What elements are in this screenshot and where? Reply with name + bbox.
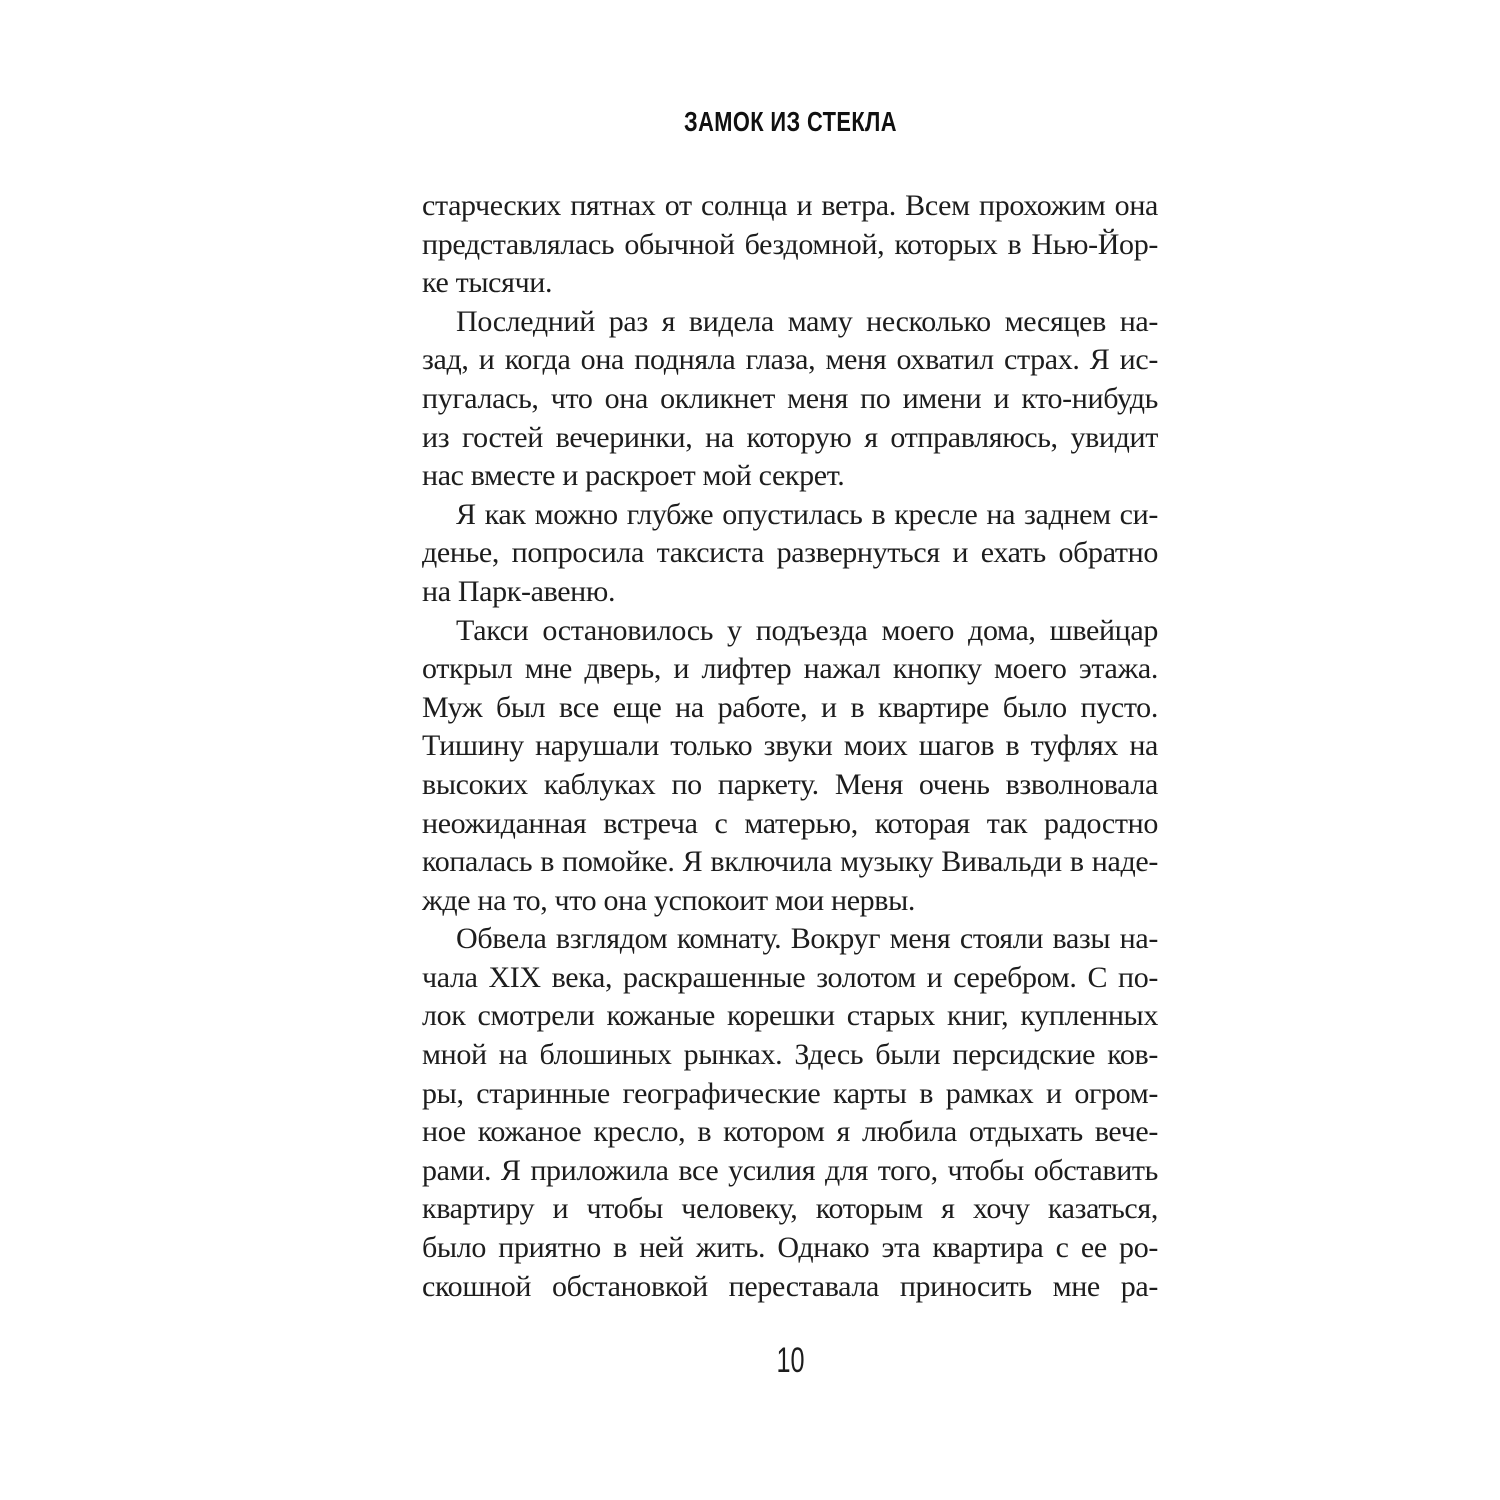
text-line: ное кожаное кресло, в котором я любила отдыхать вече- [422,1115,1158,1149]
text-line: было приятно в ней жить. Однако эта квартира с ее ро- [422,1231,1158,1265]
text-line: Такси остановилось у подъезда моего дома, швейцар [456,613,1158,647]
paragraph [422,303,1158,496]
text-line: чала XIX века, раскрашенные золотом и серебром. С по- [422,960,1158,994]
text-line: копалась в помойке. Я включила музыку Вивальди в наде- [422,845,1158,879]
text-line: лок смотрели кожаные корешки старых книг, купленных [422,999,1158,1033]
text-line: Тишину нарушали только звуки моих шагов в туфлях на [422,729,1158,763]
text-line: неожиданная встреча с матерью, которая так радостно [422,806,1158,840]
page-number-text: 10 [775,1341,805,1380]
text-line: открыл мне дверь, и лифтер нажал кнопку моего этажа. [422,652,1158,686]
running-header [422,106,1158,138]
text-line: ры, старинные географические карты в рамках и огром- [422,1076,1158,1110]
text-line: квартиру и чтобы человеку, которым я хочу казаться, [422,1192,1158,1226]
text-line: Я как можно глубже опустилась в кресле на заднем си- [456,497,1158,531]
text-line: нас вместе и раскроет мой секрет. [422,459,845,493]
paragraph [422,187,1158,303]
text-line: Обвела взглядом комнату. Вокруг меня стояли вазы на- [456,922,1158,956]
text-line: представлялась обычной бездомной, которых в Нью-Йор- [422,227,1158,261]
text-line: Последний раз я видела маму несколько месяцев на- [456,304,1158,338]
paragraph [422,920,1158,1306]
paragraph [422,496,1158,612]
text-line: высоких каблуках по паркету. Меня очень взволновала [422,767,1158,801]
text-line: денье, попросила таксиста развернуться и ехать обратно [422,536,1158,570]
text-line: старческих пятнах от солнца и ветра. Всем прохожим она [422,189,1158,222]
text-line: на Парк-авеню. [422,574,616,608]
text-line: жде на то, что она успокоит мои нервы. [422,883,916,917]
text-line: рами. Я приложила все усилия для того, чтобы обставить [422,1153,1158,1187]
text-line: Муж был все еще на работе, и в квартире было пусто. [422,690,1158,724]
text-line: ке тысячи. [422,266,553,300]
text-line: зад, и когда она подняла глаза, меня охватил страх. Я ис- [422,343,1158,377]
text-line: скошной обстановкой переставала приносить мне ра- [422,1269,1158,1303]
paragraph [422,612,1158,921]
page-text [422,187,1158,1306]
text-line: из гостей вечеринки, на которую я отправляюсь, увидит [422,420,1158,454]
text-line: пугалась, что она окликнет меня по имени и кто-нибудь [422,381,1158,415]
book-title: ЗАМОК ИЗ СТЕКЛА [683,106,897,137]
text-line: мной на блошиных рынках. Здесь были персидские ков- [422,1038,1158,1072]
page-number [422,1342,1158,1380]
